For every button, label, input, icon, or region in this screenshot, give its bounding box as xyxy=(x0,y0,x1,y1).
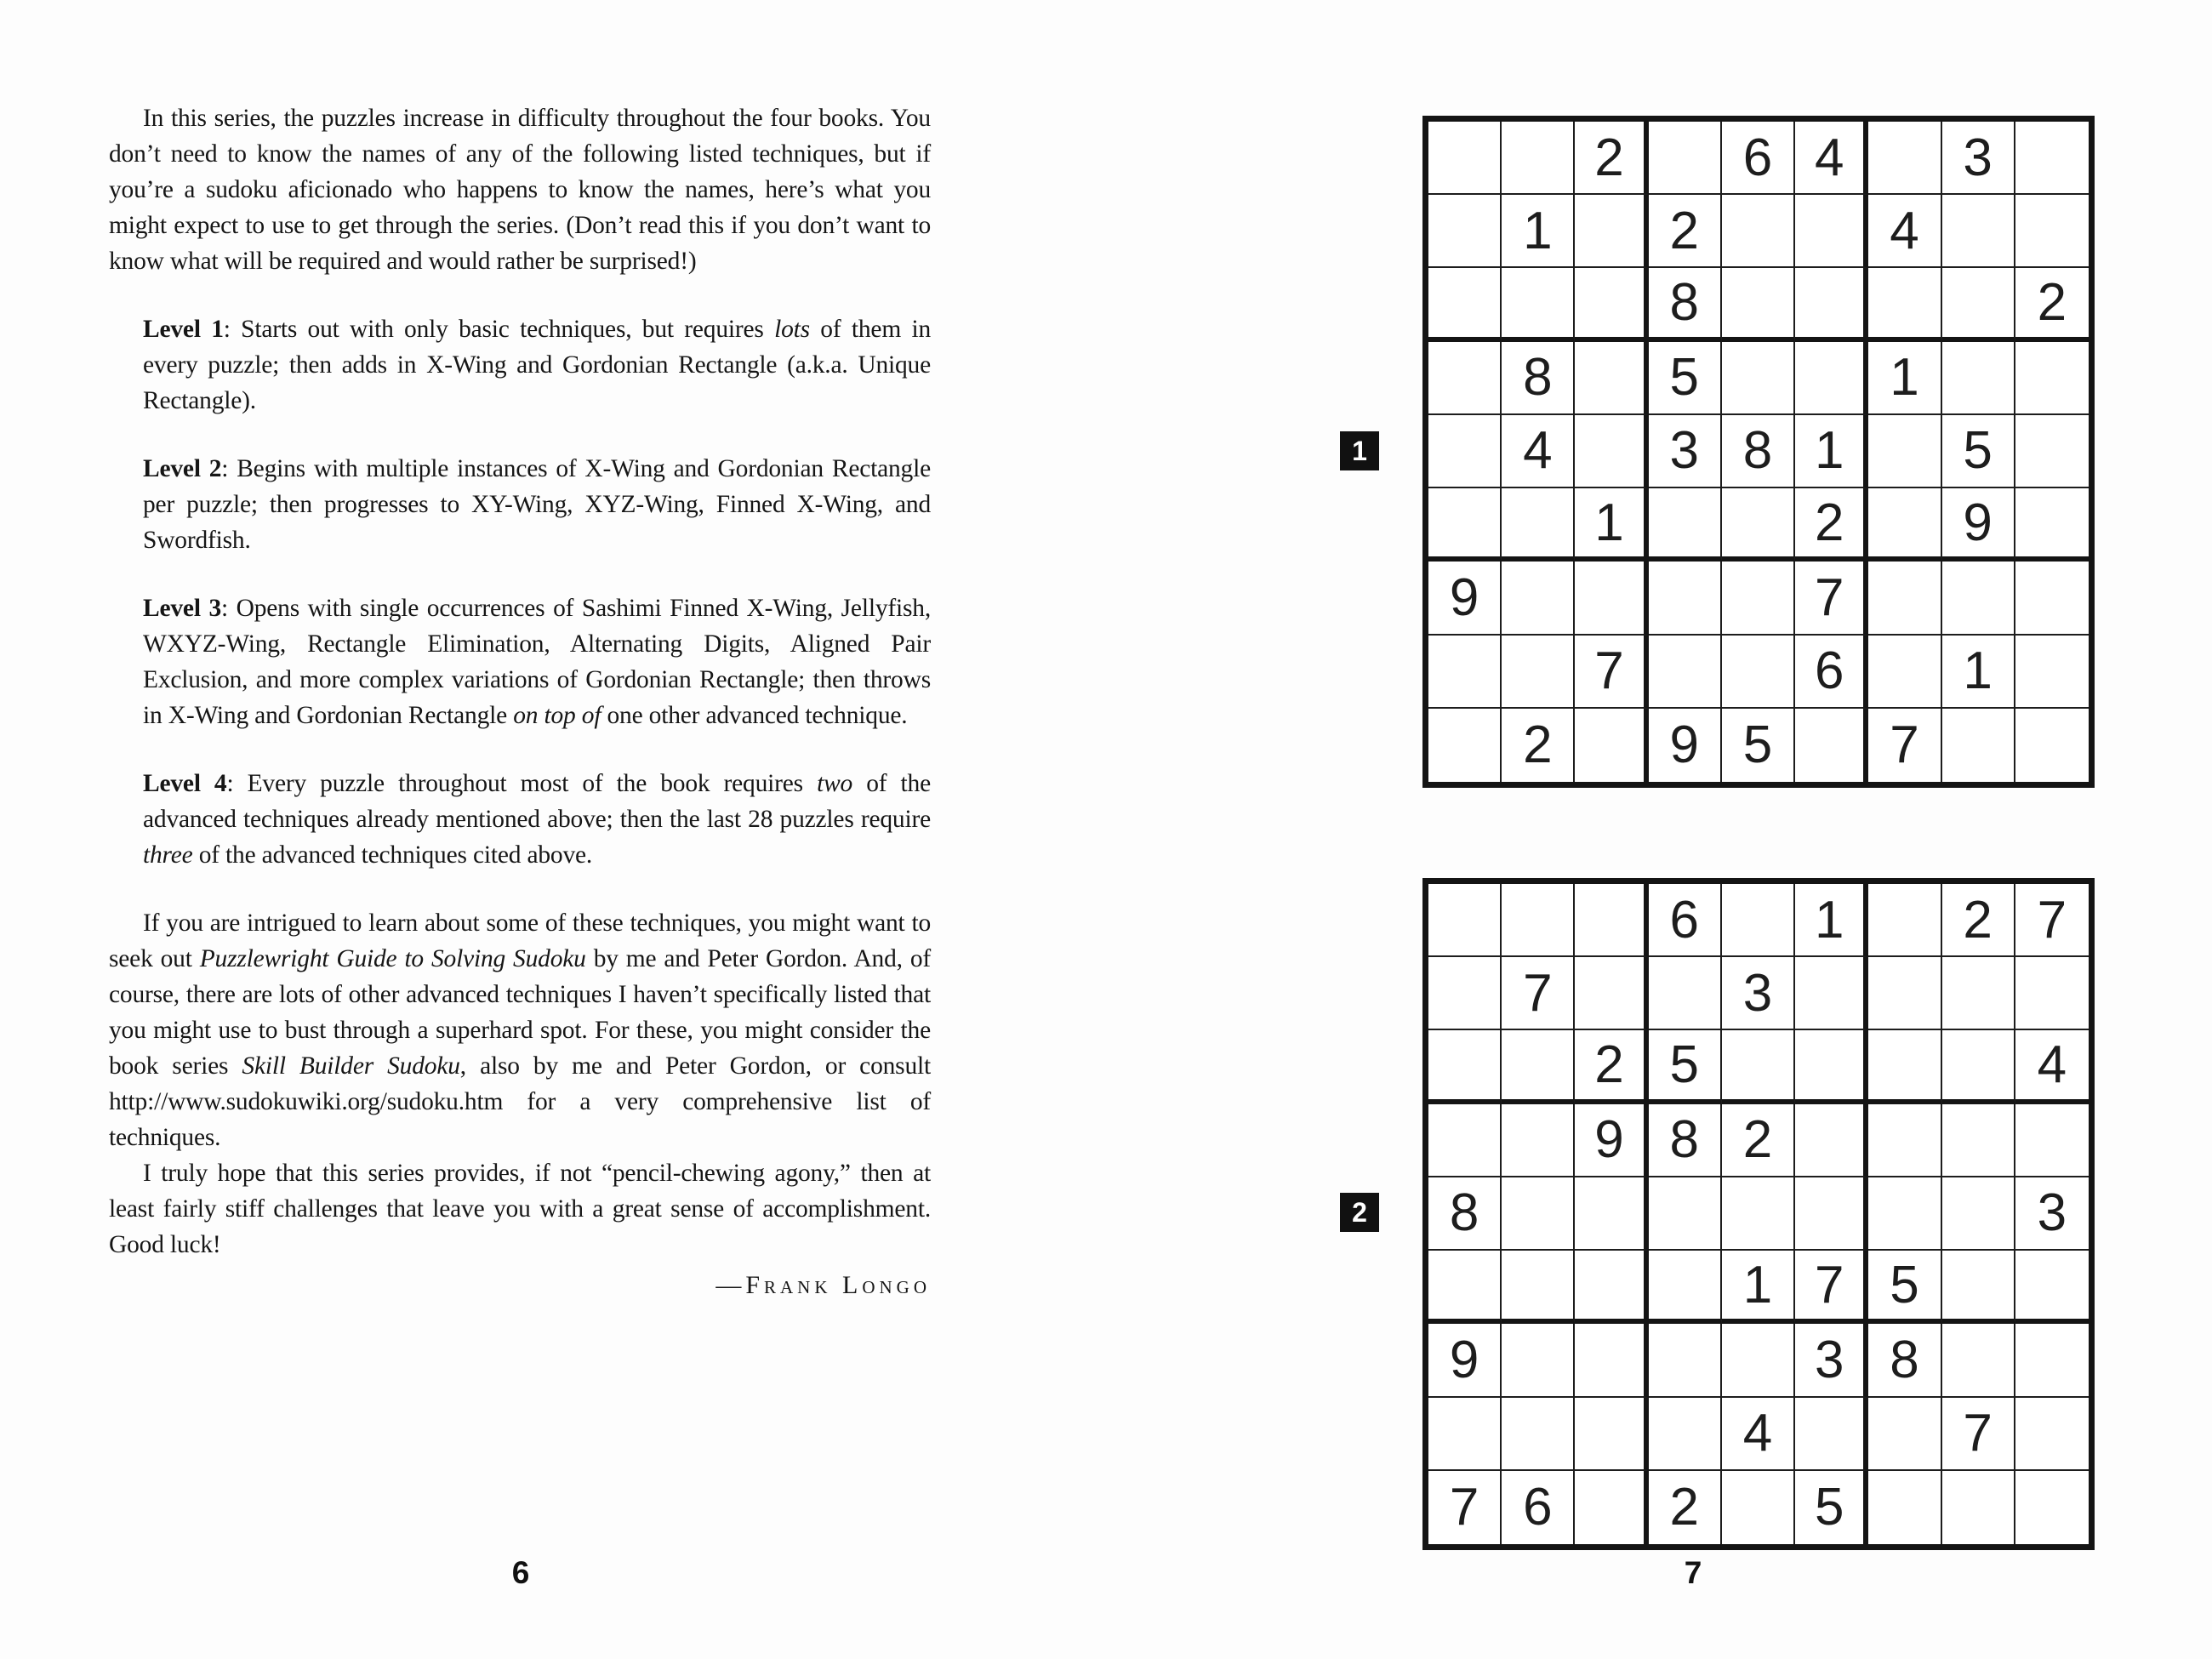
sudoku-given-digit: 7 xyxy=(1428,1471,1502,1544)
sudoku-given-digit: 2 xyxy=(1649,1471,1722,1544)
sudoku-empty-cell xyxy=(1868,957,1941,1030)
sudoku-empty-cell xyxy=(1649,636,1722,709)
outro-paragraph-1 xyxy=(109,905,931,1155)
sudoku-given-digit: 9 xyxy=(1428,1324,1502,1397)
sudoku-empty-cell xyxy=(1942,562,2015,635)
sudoku-empty-cell xyxy=(1428,122,1502,195)
sudoku-empty-cell xyxy=(2015,1471,2089,1544)
sudoku-empty-cell xyxy=(1502,1177,1575,1251)
sudoku-empty-cell xyxy=(1722,195,1795,268)
sudoku-empty-cell xyxy=(1795,342,1868,415)
sudoku-empty-cell xyxy=(2015,636,2089,709)
sudoku-given-digit: 1 xyxy=(1575,488,1648,562)
sudoku-given-digit: 7 xyxy=(1795,562,1868,635)
sudoku-empty-cell xyxy=(1795,957,1868,1030)
level-4-description xyxy=(143,766,931,873)
sudoku-given-digit: 5 xyxy=(1868,1251,1941,1324)
sudoku-empty-cell xyxy=(1502,1104,1575,1177)
sudoku-given-digit: 8 xyxy=(1649,1104,1722,1177)
sudoku-empty-cell xyxy=(1575,342,1648,415)
text-segment: of the advanced techniques already mentioned above; then the last 28 puzzles require xyxy=(143,770,931,833)
sudoku-empty-cell xyxy=(1649,1324,1722,1397)
sudoku-empty-cell xyxy=(1868,1104,1941,1177)
sudoku-empty-cell xyxy=(1575,1398,1648,1471)
sudoku-empty-cell xyxy=(1502,636,1575,709)
sudoku-empty-cell xyxy=(1942,342,2015,415)
sudoku-empty-cell xyxy=(2015,957,2089,1030)
sudoku-given-digit: 3 xyxy=(1722,957,1795,1030)
page-number-7: 7 xyxy=(1684,1555,1702,1590)
sudoku-empty-cell xyxy=(2015,1324,2089,1397)
sudoku-given-digit: 4 xyxy=(1502,415,1575,488)
sudoku-empty-cell xyxy=(1868,1398,1941,1471)
text-segment: In this series, the puzzles increase in difficulty throughout the four books. You don’t need to know the names of any of the following listed techniques, but if you’re a sudoku aficionado who happens to know the names, here’s what you might expect to use to get through the series. (Don’t read this if you don’t want to know what will be required and would rather be surprised!) xyxy=(109,105,931,275)
sudoku-empty-cell xyxy=(1942,1177,2015,1251)
italic-text: Puzzlewright Guide to Solving Sudoku xyxy=(199,945,586,972)
bold-text: Level 1 xyxy=(143,316,224,343)
text-segment: : Opens with single occurrences of Sashimi Finned X-Wing, Jellyfish, WXYZ-Wing, Rectangle Elimination, Alternating Digits, Aligned Pair Exclusion, and more complex variations of Gordonian Rectangle; then throws in X-Wing and Gordonian Rectangle xyxy=(143,595,931,729)
italic-text: two xyxy=(817,770,853,797)
sudoku-given-digit: 2 xyxy=(1722,1104,1795,1177)
sudoku-empty-cell xyxy=(1942,957,2015,1030)
sudoku-empty-cell xyxy=(1942,195,2015,268)
sudoku-empty-cell xyxy=(1428,636,1502,709)
text-segment: one other advanced technique. xyxy=(601,702,908,729)
sudoku-empty-cell xyxy=(1722,488,1795,562)
level-1-description xyxy=(143,311,931,419)
sudoku-given-digit: 1 xyxy=(1868,342,1941,415)
sudoku-empty-cell xyxy=(1649,1251,1722,1324)
sudoku-empty-cell xyxy=(1575,562,1648,635)
sudoku-empty-cell xyxy=(1942,1471,2015,1544)
sudoku-empty-cell xyxy=(1575,709,1648,782)
sudoku-empty-cell xyxy=(2015,488,2089,562)
sudoku-given-digit: 2 xyxy=(1575,1030,1648,1103)
sudoku-empty-cell xyxy=(1649,562,1722,635)
sudoku-given-digit: 7 xyxy=(2015,884,2089,957)
sudoku-given-digit: 5 xyxy=(1942,415,2015,488)
intro-paragraph xyxy=(109,100,931,279)
sudoku-given-digit: 9 xyxy=(1942,488,2015,562)
sudoku-given-digit: 1 xyxy=(1502,195,1575,268)
text-segment: of them in every puzzle; then adds in X-Wing and Gordonian Rectangle (a.k.a. Unique Rectangle). xyxy=(143,316,931,414)
level-2-description xyxy=(143,451,931,558)
sudoku-given-digit: 8 xyxy=(1868,1324,1941,1397)
left-page-text-column xyxy=(109,100,931,1303)
sudoku-empty-cell xyxy=(1722,1030,1795,1103)
sudoku-given-digit: 9 xyxy=(1428,562,1502,635)
sudoku-empty-cell xyxy=(1502,1030,1575,1103)
sudoku-empty-cell xyxy=(1722,1471,1795,1544)
level-3-description xyxy=(143,590,931,733)
sudoku-empty-cell xyxy=(1502,1251,1575,1324)
sudoku-empty-cell xyxy=(1722,636,1795,709)
sudoku-empty-cell xyxy=(2015,342,2089,415)
sudoku-empty-cell xyxy=(1868,884,1941,957)
text-segment: by me and Peter Gordon. And, of course, there are lots of other advanced techniques I haven’t specifically listed that you might use to bust through a superhard spot. For these, you might consider the book series xyxy=(109,945,931,1080)
sudoku-empty-cell xyxy=(1502,268,1575,341)
sudoku-empty-cell xyxy=(1795,1398,1868,1471)
sudoku-grid-2 xyxy=(1422,878,2095,1550)
sudoku-empty-cell xyxy=(1575,1251,1648,1324)
sudoku-given-digit: 6 xyxy=(1722,122,1795,195)
sudoku-empty-cell xyxy=(1649,1398,1722,1471)
sudoku-empty-cell xyxy=(1428,957,1502,1030)
sudoku-empty-cell xyxy=(1722,884,1795,957)
bold-text: Level 4 xyxy=(143,770,227,797)
sudoku-empty-cell xyxy=(2015,1251,2089,1324)
text-segment: : Begins with multiple instances of X-Wing and Gordonian Rectangle per puzzle; then progresses to XY-Wing, XYZ-Wing, Finned X-Wing, and Swordfish. xyxy=(143,455,931,554)
sudoku-empty-cell xyxy=(1942,1030,2015,1103)
sudoku-empty-cell xyxy=(1868,268,1941,341)
sudoku-empty-cell xyxy=(1942,709,2015,782)
sudoku-empty-cell xyxy=(1868,636,1941,709)
sudoku-given-digit: 3 xyxy=(2015,1177,2089,1251)
sudoku-empty-cell xyxy=(1942,268,2015,341)
sudoku-given-digit: 9 xyxy=(1575,1104,1648,1177)
text-segment: I truly hope that this series provides, if not “pencil-chewing agony,” then at least fairly stiff challenges that leave you with a great sense of accomplishment. Good luck! xyxy=(109,1160,931,1258)
sudoku-empty-cell xyxy=(1428,1398,1502,1471)
sudoku-given-digit: 9 xyxy=(1649,709,1722,782)
outro-paragraph-2 xyxy=(109,1155,931,1263)
sudoku-given-digit: 6 xyxy=(1649,884,1722,957)
sudoku-given-digit: 7 xyxy=(1795,1251,1868,1324)
bold-text: Level 2 xyxy=(143,455,222,482)
sudoku-empty-cell xyxy=(1502,884,1575,957)
sudoku-given-digit: 5 xyxy=(1649,342,1722,415)
sudoku-empty-cell xyxy=(1942,1104,2015,1177)
sudoku-given-digit: 7 xyxy=(1502,957,1575,1030)
italic-text: on top of xyxy=(513,702,601,729)
sudoku-given-digit: 4 xyxy=(1868,195,1941,268)
sudoku-empty-cell xyxy=(1868,1030,1941,1103)
sudoku-given-digit: 2 xyxy=(1942,884,2015,957)
sudoku-empty-cell xyxy=(1795,1030,1868,1103)
sudoku-empty-cell xyxy=(1795,195,1868,268)
sudoku-empty-cell xyxy=(1575,884,1648,957)
text-segment: of the advanced techniques cited above. xyxy=(192,841,593,869)
sudoku-given-digit: 7 xyxy=(1575,636,1648,709)
sudoku-empty-cell xyxy=(2015,709,2089,782)
sudoku-empty-cell xyxy=(1428,195,1502,268)
sudoku-empty-cell xyxy=(1575,415,1648,488)
text-segment: , also by me and Peter Gordon, or consult http://www.sudokuwiki.org/sudoku.htm for a very comprehensive list of techniques. xyxy=(109,1052,931,1151)
sudoku-empty-cell xyxy=(1428,342,1502,415)
sudoku-given-digit: 8 xyxy=(1502,342,1575,415)
sudoku-empty-cell xyxy=(2015,415,2089,488)
sudoku-given-digit: 2 xyxy=(1575,122,1648,195)
sudoku-given-digit: 5 xyxy=(1722,709,1795,782)
sudoku-empty-cell xyxy=(1428,1251,1502,1324)
sudoku-empty-cell xyxy=(1649,957,1722,1030)
sudoku-given-digit: 6 xyxy=(1502,1471,1575,1544)
sudoku-empty-cell xyxy=(2015,1398,2089,1471)
sudoku-grid-1 xyxy=(1422,116,2095,788)
sudoku-empty-cell xyxy=(1795,268,1868,341)
sudoku-given-digit: 1 xyxy=(1795,415,1868,488)
italic-text: three xyxy=(143,841,193,869)
sudoku-empty-cell xyxy=(1428,1104,1502,1177)
sudoku-given-digit: 4 xyxy=(2015,1030,2089,1103)
sudoku-empty-cell xyxy=(1868,1177,1941,1251)
sudoku-given-digit: 7 xyxy=(1942,1398,2015,1471)
sudoku-given-digit: 8 xyxy=(1722,415,1795,488)
sudoku-given-digit: 8 xyxy=(1649,268,1722,341)
sudoku-empty-cell xyxy=(1502,488,1575,562)
puzzle-2-number-badge: 2 xyxy=(1340,1193,1379,1232)
sudoku-given-digit: 4 xyxy=(1795,122,1868,195)
sudoku-given-digit: 2 xyxy=(1502,709,1575,782)
text-segment: If you are intrigued to learn about some of these techniques, you might want to seek out xyxy=(109,909,931,972)
sudoku-given-digit: 1 xyxy=(1795,884,1868,957)
sudoku-given-digit: 2 xyxy=(1649,195,1722,268)
sudoku-given-digit: 2 xyxy=(2015,268,2089,341)
sudoku-given-digit: 6 xyxy=(1795,636,1868,709)
sudoku-empty-cell xyxy=(1795,709,1868,782)
sudoku-given-digit: 4 xyxy=(1722,1398,1795,1471)
sudoku-given-digit: 8 xyxy=(1428,1177,1502,1251)
sudoku-empty-cell xyxy=(1575,268,1648,341)
sudoku-empty-cell xyxy=(1502,1398,1575,1471)
italic-text: Skill Builder Sudoku xyxy=(242,1052,460,1080)
sudoku-empty-cell xyxy=(1795,1177,1868,1251)
sudoku-empty-cell xyxy=(1428,884,1502,957)
sudoku-empty-cell xyxy=(1428,488,1502,562)
sudoku-empty-cell xyxy=(1942,1251,2015,1324)
sudoku-empty-cell xyxy=(1502,562,1575,635)
sudoku-given-digit: 3 xyxy=(1649,415,1722,488)
sudoku-empty-cell xyxy=(1428,709,1502,782)
sudoku-given-digit: 5 xyxy=(1649,1030,1722,1103)
sudoku-empty-cell xyxy=(1649,1177,1722,1251)
sudoku-given-digit: 2 xyxy=(1795,488,1868,562)
sudoku-given-digit: 5 xyxy=(1795,1471,1868,1544)
sudoku-empty-cell xyxy=(1722,562,1795,635)
sudoku-empty-cell xyxy=(1649,122,1722,195)
sudoku-given-digit: 7 xyxy=(1868,709,1941,782)
sudoku-empty-cell xyxy=(1722,1324,1795,1397)
bold-text: Level 3 xyxy=(143,595,221,622)
text-segment: : Every puzzle throughout most of the book requires xyxy=(226,770,818,797)
sudoku-empty-cell xyxy=(1575,1324,1648,1397)
sudoku-empty-cell xyxy=(1575,1471,1648,1544)
puzzle-1-number-badge: 1 xyxy=(1340,431,1379,470)
sudoku-empty-cell xyxy=(1502,122,1575,195)
sudoku-given-digit: 1 xyxy=(1942,636,2015,709)
sudoku-empty-cell xyxy=(1428,1030,1502,1103)
sudoku-given-digit: 1 xyxy=(1722,1251,1795,1324)
sudoku-empty-cell xyxy=(1502,1324,1575,1397)
sudoku-empty-cell xyxy=(1795,1104,1868,1177)
page-number-6: 6 xyxy=(511,1555,530,1590)
sudoku-empty-cell xyxy=(1428,268,1502,341)
text-segment: : Starts out with only basic techniques, but requires xyxy=(223,316,775,343)
sudoku-empty-cell xyxy=(1942,1324,2015,1397)
sudoku-empty-cell xyxy=(1868,1471,1941,1544)
sudoku-empty-cell xyxy=(2015,1104,2089,1177)
italic-text: lots xyxy=(774,316,810,343)
sudoku-empty-cell xyxy=(1428,415,1502,488)
sudoku-empty-cell xyxy=(1575,1177,1648,1251)
sudoku-given-digit: 3 xyxy=(1795,1324,1868,1397)
sudoku-empty-cell xyxy=(2015,195,2089,268)
sudoku-empty-cell xyxy=(1868,488,1941,562)
sudoku-empty-cell xyxy=(1575,957,1648,1030)
sudoku-empty-cell xyxy=(1649,488,1722,562)
sudoku-empty-cell xyxy=(1575,195,1648,268)
sudoku-empty-cell xyxy=(1868,562,1941,635)
sudoku-empty-cell xyxy=(1722,1177,1795,1251)
sudoku-empty-cell xyxy=(1722,268,1795,341)
sudoku-empty-cell xyxy=(2015,122,2089,195)
sudoku-empty-cell xyxy=(1868,122,1941,195)
sudoku-empty-cell xyxy=(1722,342,1795,415)
sudoku-empty-cell xyxy=(1868,415,1941,488)
sudoku-empty-cell xyxy=(2015,562,2089,635)
author-signature: —Frank Longo xyxy=(715,1271,931,1299)
sudoku-given-digit: 3 xyxy=(1942,122,2015,195)
